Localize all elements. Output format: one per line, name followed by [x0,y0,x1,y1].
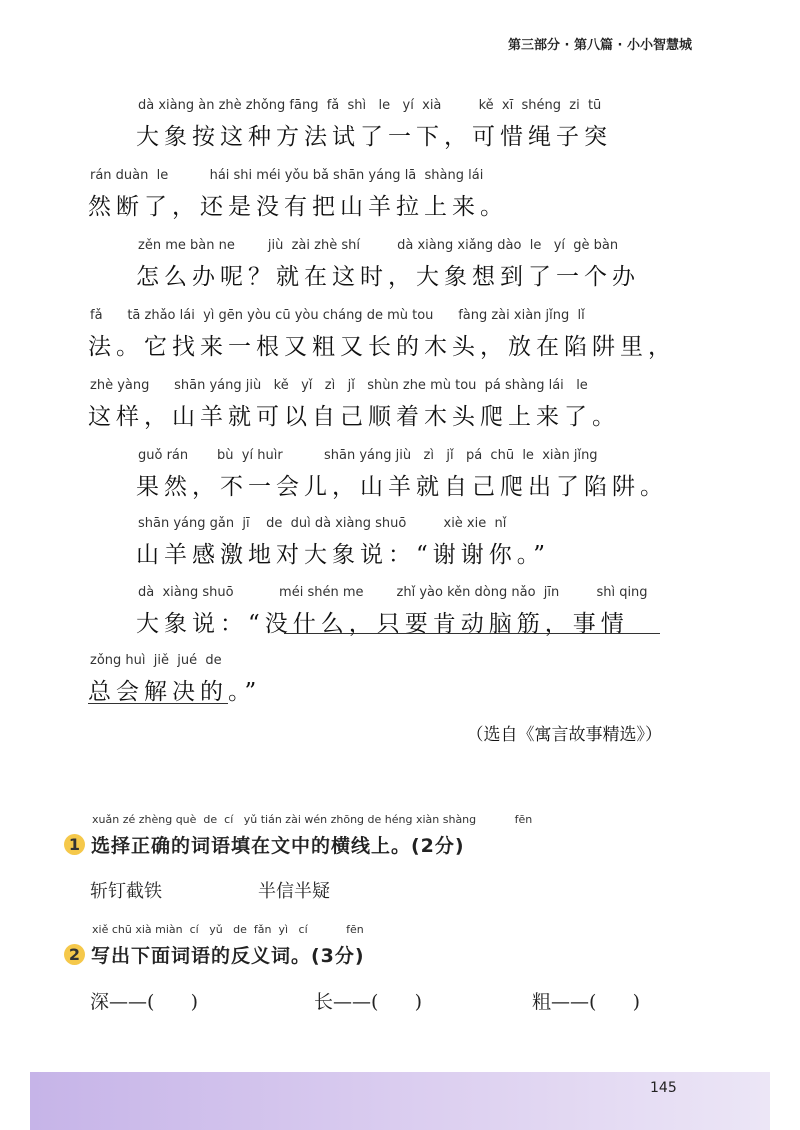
q2-pinyin: xiě chū xià miàn cí yǔ de fǎn yì cí fēn [92,923,364,936]
source-citation: （选自《寓言故事精选》） [466,725,662,745]
q1-pinyin: xuǎn zé zhèng què de cí yǔ tián zài wén zhōng de héng xiàn shàng fēn [92,813,533,826]
question-2 [64,941,365,968]
story-line: 然断了，还是没有把山羊拉上来。 [88,194,508,220]
pinyin-line: shān yáng gǎn jī de duì dà xiàng shuō xiè xie nǐ [138,516,507,531]
pinyin-line: rán duàn le hái shi méi yǒu bǎ shān yáng lā shàng lái [90,168,484,183]
pinyin-line: fǎ tā zhǎo lái yì gēn yòu cū yòu cháng de mù tou fàng zài xiàn jǐng lǐ [90,308,585,323]
page-number: 145 [650,1080,677,1096]
antonym-blank[interactable]: 长——( ) [314,991,423,1013]
pinyin-line: zǒng huì jiě jué de [90,653,222,668]
page-header: 第三部分 · 第八篇 · 小小智慧城 [508,38,692,53]
pinyin-line: guǒ rán bù yí huìr shān yáng jiù zì jǐ pá chū le xiàn jǐng [138,448,598,463]
story-line: 法。它找来一根又粗又长的木头，放在陷阱里， [88,334,676,360]
word-option: 半信半疑 [258,881,330,902]
word-option: 斩钉截铁 [90,881,162,902]
story-line: 总会解决的。” [88,679,262,705]
antonym-blank[interactable]: 粗——( ) [532,991,641,1013]
question-text: 选择正确的词语填在文中的横线上。(2分) [91,835,465,857]
question-1 [64,831,465,858]
story-line: 怎么办呢？就在这时，大象想到了一个办 [136,264,640,290]
antonym-blank[interactable]: 深——( ) [90,991,199,1013]
pinyin-line: dà xiàng shuō méi shén me zhǐ yào kěn dòng nǎo jīn shì qing [138,585,648,600]
story-line: 大象按这种方法试了一下，可惜绳子突 [136,124,612,150]
question-number-badge: 1 [64,834,85,855]
underline [88,703,228,704]
question-text: 写出下面词语的反义词。(3分) [91,945,365,967]
story-line: 大象说：“没什么，只要肯动脑筋，事情 [136,611,629,637]
story-line: 山羊感激地对大象说：“谢谢你。” [136,542,551,568]
question-number-badge: 2 [64,944,85,965]
underline [284,633,660,634]
story-line: 果然，不一会儿，山羊就自己爬出了陷阱。 [136,474,668,500]
pinyin-line: dà xiàng àn zhè zhǒng fāng fǎ shì le yí xià kě xī shéng zi tū [138,98,602,113]
pinyin-line: zěn me bàn ne jiù zài zhè shí dà xiàng xiǎng dào le yí gè bàn [138,238,619,253]
pinyin-line: zhè yàng shān yáng jiù kě yǐ zì jǐ shùn zhe mù tou pá shàng lái le [90,378,588,393]
story-line: 这样，山羊就可以自己顺着木头爬上来了。 [88,404,620,430]
